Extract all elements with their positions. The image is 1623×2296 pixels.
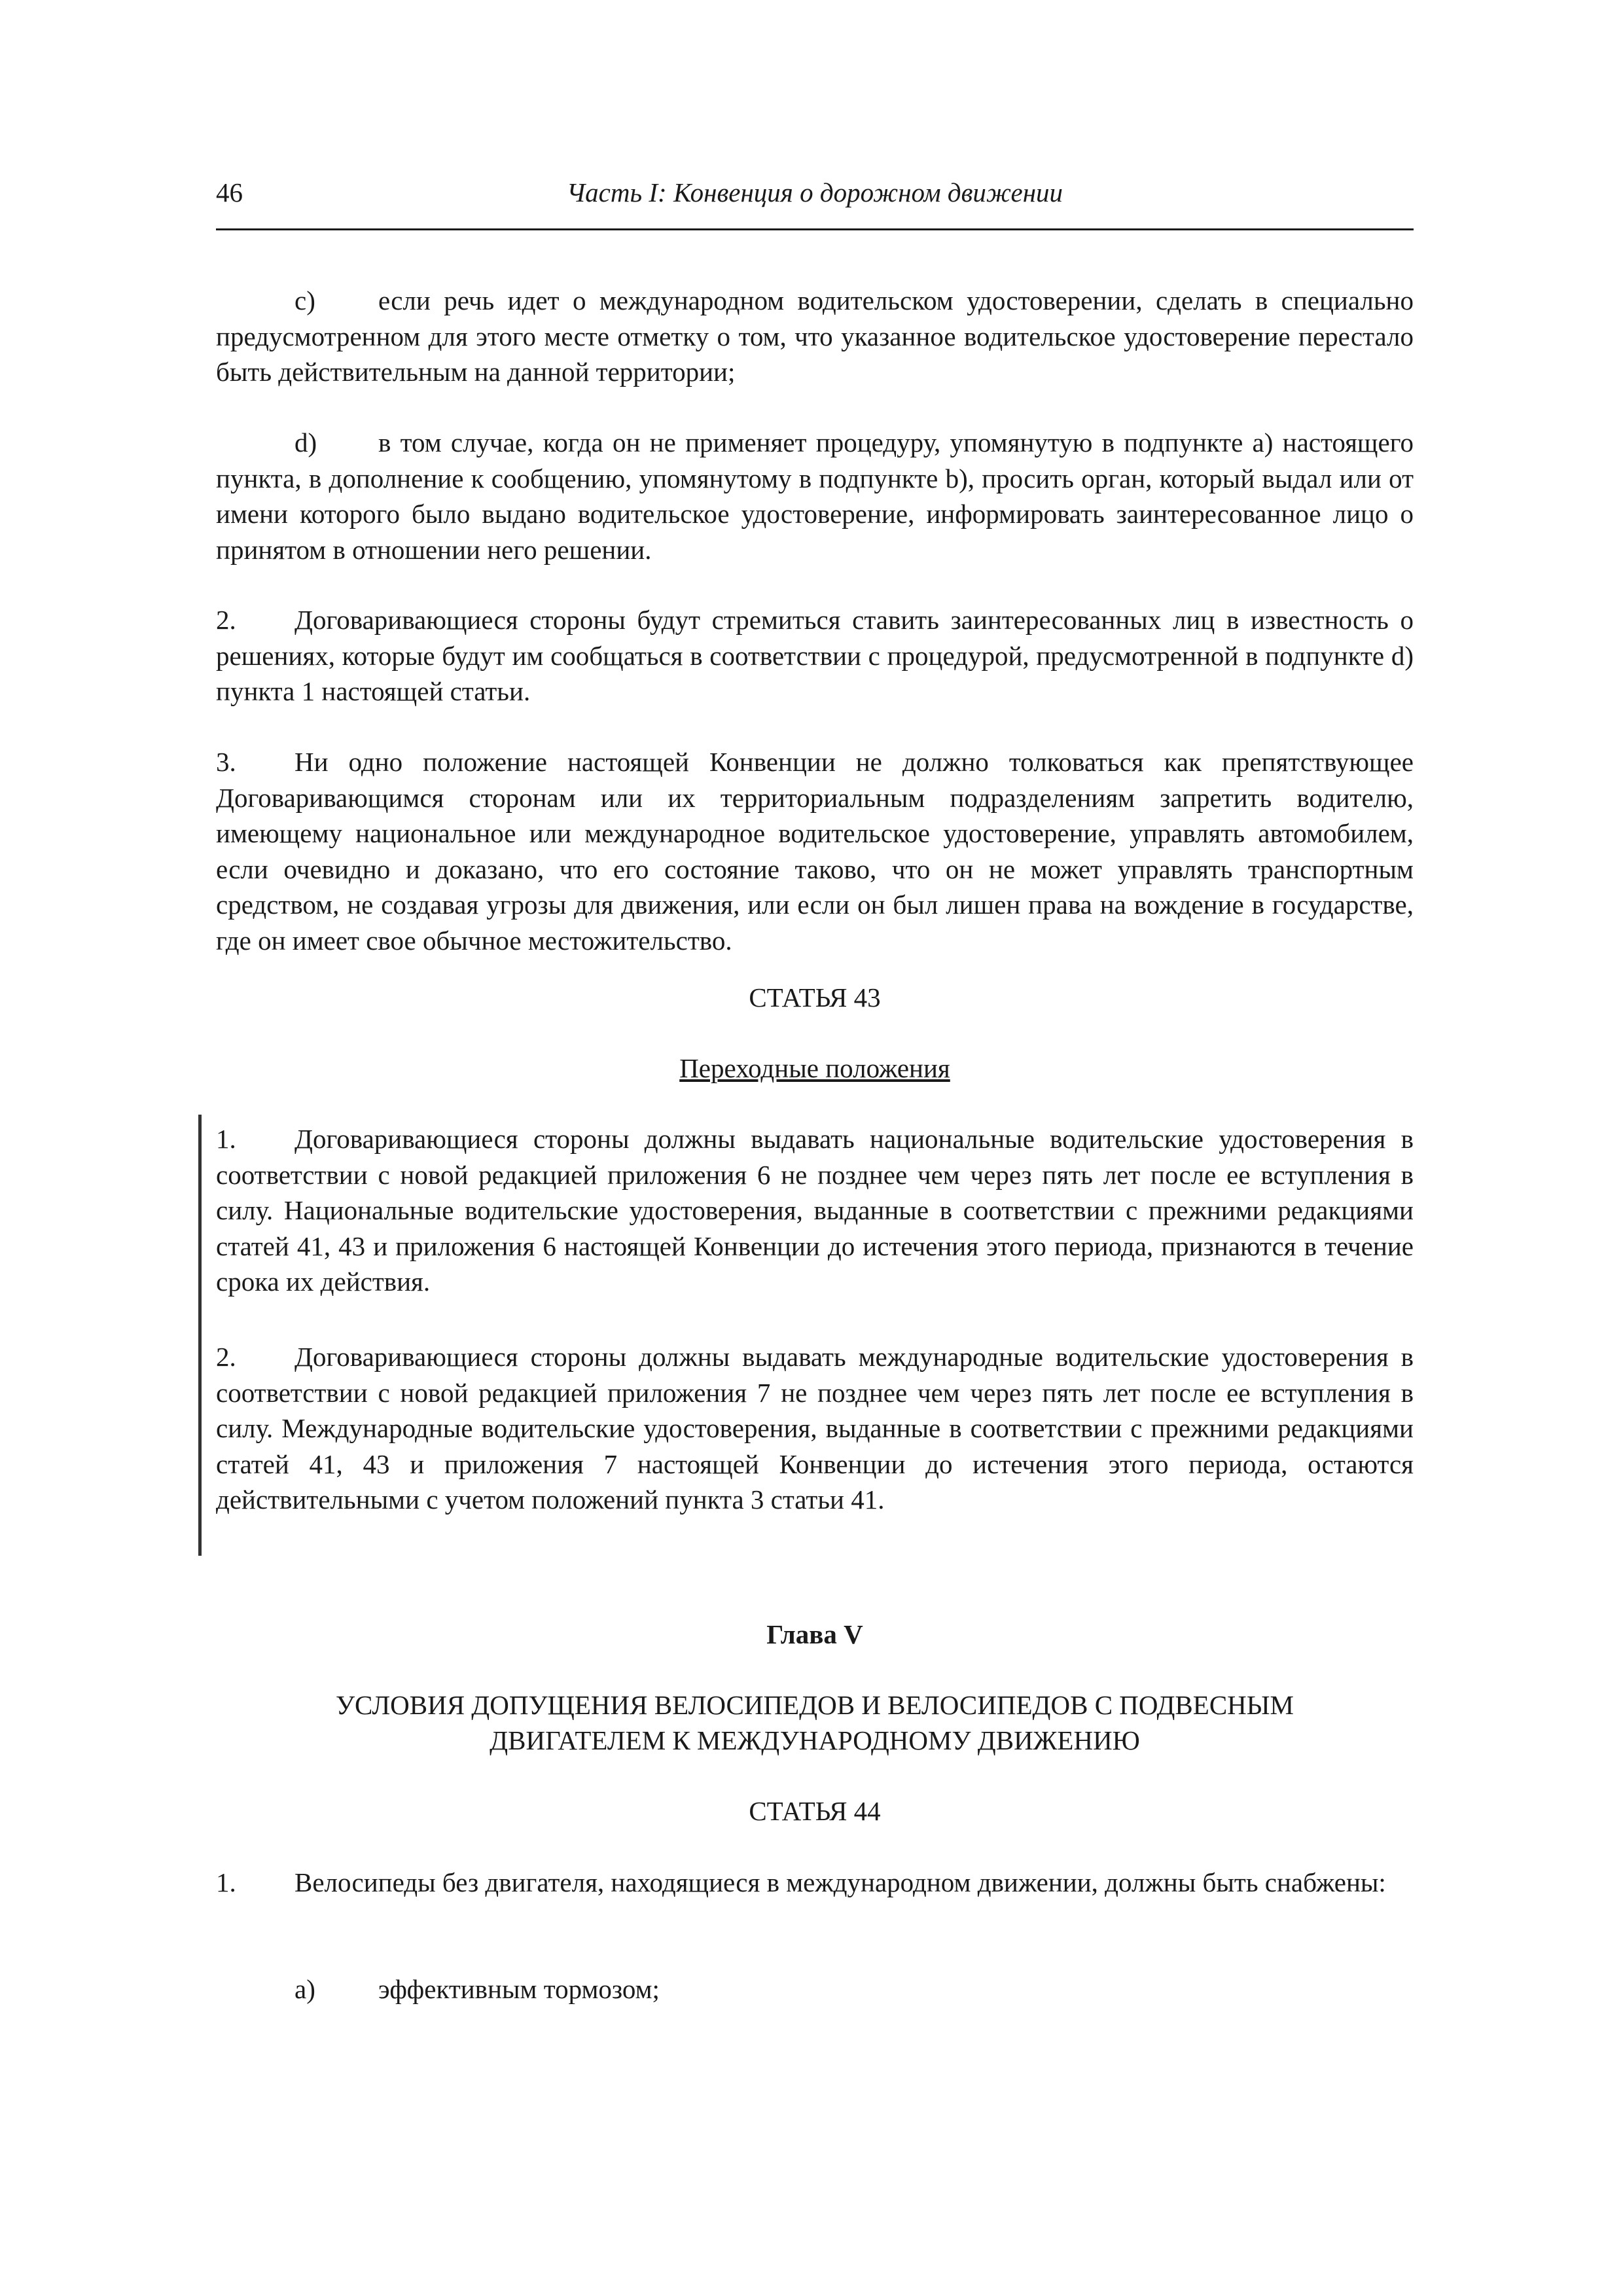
header-rule: [216, 228, 1414, 230]
paragraph-c: [216, 283, 1414, 390]
paragraph-d: [216, 425, 1414, 567]
article-43-paragraph-1: [216, 1121, 1414, 1300]
paragraph-number: 1.: [216, 1124, 236, 1154]
item-label: c): [294, 285, 315, 315]
paragraph-text: эффективным тормозом;: [378, 1974, 660, 2004]
article-44-item-a: [216, 1971, 1414, 2007]
paragraph-text: Договаривающиеся стороны должны выдавать международные водительские удостоверения в соответствии с новой редакцией приложения 7 не позднее чем через пять лет после ее вступления в силу. Международные водительские удостоверения, выданные в соответствии с прежними редакциями статей 41, 43 и приложения 7 настоящей Конвенции до истечения этого периода, остаются действительными с учетом положений пункта 3 статьи 41.: [216, 1342, 1414, 1515]
item-label: a): [294, 1974, 315, 2004]
paragraph-text: Велосипеды без двигателя, находящиеся в международном движении, должны быть снабжены:: [294, 1867, 1386, 1897]
paragraph-text: Договаривающиеся стороны будут стремиться ставить заинтересованных лиц в известность о решениях, которые будут им сообщаться в соответствии с процедурой, предусмотренной в подпункте d) пункта 1 настоящей статьи.: [216, 605, 1414, 706]
paragraph-number: 2.: [216, 1342, 236, 1372]
article-43-subtitle: Переходные положения: [679, 1053, 950, 1083]
page-number: 46: [216, 177, 243, 207]
article-43-paragraph-2: [216, 1339, 1414, 1518]
article-43-title: СТАТЬЯ 43: [749, 982, 881, 1013]
running-header: [216, 177, 1414, 229]
chapter-title: Глава V: [766, 1619, 863, 1649]
paragraph-number: 3.: [216, 747, 236, 777]
paragraph-text: Договаривающиеся стороны должны выдавать национальные водительские удостоверения в соответствии с новой редакцией приложения 6 не позднее чем через пять лет после ее вступления в силу. Национальные водительские удостоверения, выданные в соответствии с прежними редакциями статей 41, 43 и приложения 6 настоящей Конвенции до истечения этого периода, признаются в течение срока их действия.: [216, 1124, 1414, 1297]
paragraph-number: 2.: [216, 605, 236, 635]
item-label: d): [294, 427, 317, 457]
paragraph-text: если речь идет о международном водительском удостоверении, сделать в специально предусмотренном для этого месте отметку о том, что указанное водительское удостоверение перестало быть действительным на данной территории;: [216, 285, 1414, 387]
paragraph-text: в том случае, когда он не применяет процедуру, упомянутую в подпункте a) настоящего пункта, в дополнение к сообщению, упомянутому в подпункте b), просить орган, который выдал или от имени которого было выдано водительское удостоверение, информировать заинтересованное лицо о принятом в отношении него решении.: [216, 427, 1414, 565]
paragraph-number: 1.: [216, 1867, 236, 1897]
revision-change-bar: [198, 1115, 202, 1556]
chapter-heading-line-2: ДВИГАТЕЛЕМ К МЕЖДУНАРОДНОМУ ДВИЖЕНИЮ: [490, 1725, 1140, 1755]
paragraph-3: [216, 744, 1414, 958]
article-44-paragraph-1: [216, 1865, 1414, 1901]
running-title: Часть I: Конвенция о дорожном движении: [566, 177, 1063, 207]
chapter-heading-line-1: УСЛОВИЯ ДОПУЩЕНИЯ ВЕЛОСИПЕДОВ И ВЕЛОСИПЕДОВ С ПОДВЕСНЫМ: [335, 1690, 1294, 1720]
paragraph-text: Ни одно положение настоящей Конвенции не должно толковаться как препятствующее Договаривающимся сторонам или их территориальным подразделениям запретить водителю, имеющему национальное или международное водительское удостоверение, управлять автомобилем, если очевидно и доказано, что его состояние таково, что он не может управлять транспортным средством, не создавая угрозы для движения, или если он был лишен права на вождение в государстве, где он имеет свое обычное местожительство.: [216, 747, 1414, 956]
paragraph-2: [216, 602, 1414, 709]
article-44-title: СТАТЬЯ 44: [749, 1796, 881, 1826]
